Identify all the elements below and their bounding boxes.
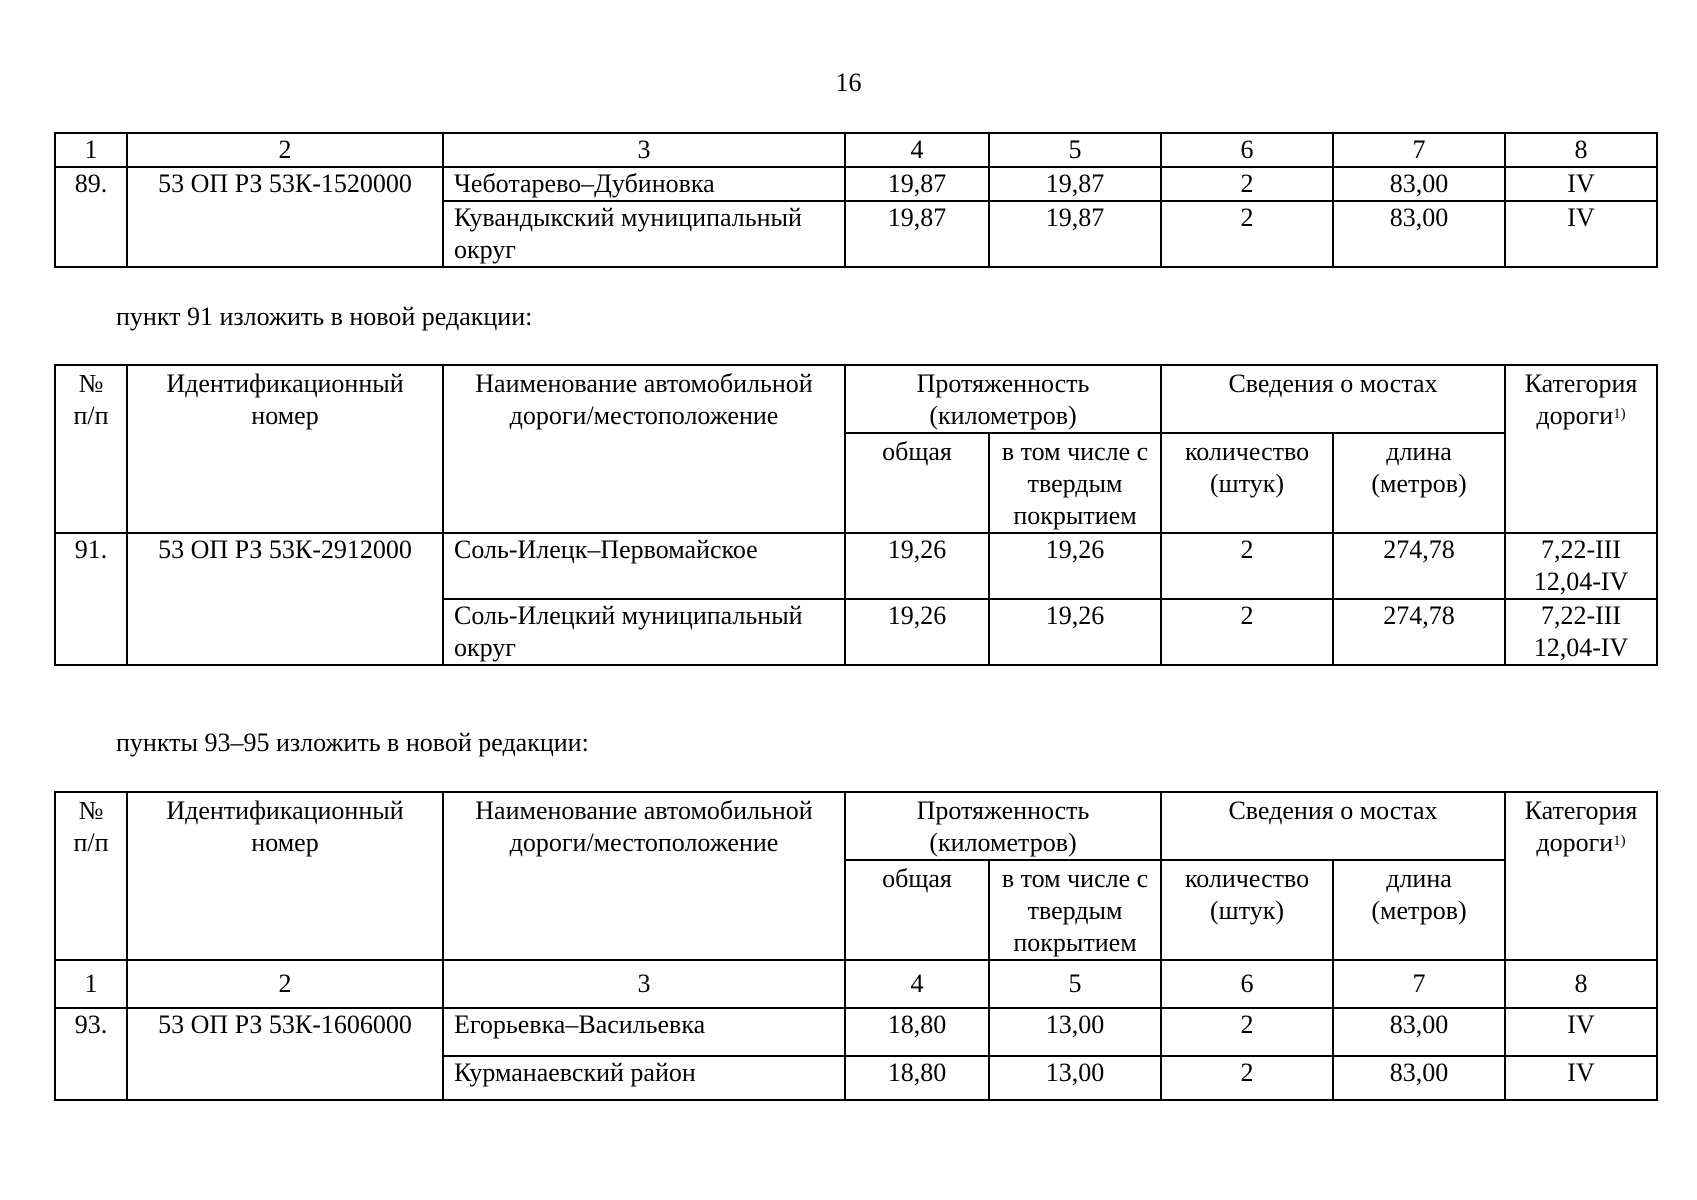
table-items-93-95 bbox=[54, 791, 1658, 1101]
length-hard: 13,00 bbox=[989, 1008, 1161, 1056]
table-item-91 bbox=[54, 364, 1658, 666]
header-bridges: Сведения о мостах bbox=[1161, 365, 1505, 433]
road-id: 53 ОП РЗ 53К-2912000 bbox=[127, 533, 443, 665]
row-number: 89. bbox=[55, 167, 127, 267]
road-category: IV bbox=[1505, 201, 1657, 267]
header-name: Наименование автомобильной дороги/местоположение bbox=[443, 365, 845, 533]
bridges-length: 83,00 bbox=[1333, 201, 1505, 267]
header-num: № п/п bbox=[55, 792, 127, 960]
col-num: 1 bbox=[55, 133, 127, 167]
length-total: 19,26 bbox=[845, 533, 989, 599]
col-num: 3 bbox=[443, 960, 845, 1008]
bridges-count: 2 bbox=[1161, 1008, 1333, 1056]
road-location: Кувандыкский муниципальный округ bbox=[443, 201, 845, 267]
header-category-label: Категория дороги bbox=[1524, 796, 1638, 857]
header-bridges-count: количество (штук) bbox=[1161, 433, 1333, 533]
col-num: 2 bbox=[127, 133, 443, 167]
col-num: 1 bbox=[55, 960, 127, 1008]
length-hard: 19,26 bbox=[989, 599, 1161, 665]
header-row bbox=[55, 792, 1657, 860]
table-row bbox=[55, 167, 1657, 201]
road-name: Егорьевка–Васильевка bbox=[443, 1008, 845, 1056]
col-num: 7 bbox=[1333, 133, 1505, 167]
header-bridges: Сведения о мостах bbox=[1161, 792, 1505, 860]
length-hard: 19,26 bbox=[989, 533, 1161, 599]
length-total: 19,87 bbox=[845, 167, 989, 201]
col-num: 3 bbox=[443, 133, 845, 167]
header-bridges-count: количество (штук) bbox=[1161, 860, 1333, 960]
col-num: 2 bbox=[127, 960, 443, 1008]
instruction-paragraph-93-95: пункты 93–95 изложить в новой редакции: bbox=[116, 728, 589, 757]
road-name: Соль-Илецк–Первомайское bbox=[443, 533, 845, 599]
row-number: 91. bbox=[55, 533, 127, 665]
header-id: Идентификационный номер bbox=[127, 365, 443, 533]
col-num: 7 bbox=[1333, 960, 1505, 1008]
bridges-length: 83,00 bbox=[1333, 1056, 1505, 1100]
col-num: 8 bbox=[1505, 960, 1657, 1008]
footnote-mark: 1) bbox=[1613, 833, 1626, 849]
header-length-hard: в том числе с твердым покрытием bbox=[989, 433, 1161, 533]
col-num: 4 bbox=[845, 133, 989, 167]
header-category-label: Категория дороги bbox=[1524, 369, 1638, 430]
road-id: 53 ОП РЗ 53К-1520000 bbox=[127, 167, 443, 267]
length-total: 19,87 bbox=[845, 201, 989, 267]
table-row bbox=[55, 533, 1657, 599]
length-total: 18,80 bbox=[845, 1056, 989, 1100]
bridges-length: 83,00 bbox=[1333, 1008, 1505, 1056]
table-continuation-89 bbox=[54, 132, 1658, 268]
header-id: Идентификационный номер bbox=[127, 792, 443, 960]
header-bridges-length: длина (метров) bbox=[1333, 860, 1505, 960]
road-category: IV bbox=[1505, 1008, 1657, 1056]
col-num: 6 bbox=[1161, 960, 1333, 1008]
header-bridges-length: длина (метров) bbox=[1333, 433, 1505, 533]
bridges-length: 83,00 bbox=[1333, 167, 1505, 201]
road-id: 53 ОП РЗ 53К-1606000 bbox=[127, 1008, 443, 1100]
bridges-count: 2 bbox=[1161, 201, 1333, 267]
road-category: 7,22-III 12,04-IV bbox=[1505, 533, 1657, 599]
col-num: 5 bbox=[989, 960, 1161, 1008]
col-num: 4 bbox=[845, 960, 989, 1008]
table-row bbox=[55, 1008, 1657, 1056]
bridges-length: 274,78 bbox=[1333, 599, 1505, 665]
header-length: Протяженность (километров) bbox=[845, 365, 1161, 433]
col-num: 8 bbox=[1505, 133, 1657, 167]
header-length-hard: в том числе с твердым покрытием bbox=[989, 860, 1161, 960]
bridges-count: 2 bbox=[1161, 1056, 1333, 1100]
bridges-count: 2 bbox=[1161, 599, 1333, 665]
road-category: IV bbox=[1505, 167, 1657, 201]
bridges-count: 2 bbox=[1161, 167, 1333, 201]
header-length-total: общая bbox=[845, 860, 989, 960]
page-number: 16 bbox=[835, 68, 862, 97]
header-row bbox=[55, 365, 1657, 433]
header-num: № п/п bbox=[55, 365, 127, 533]
header-length: Протяженность (километров) bbox=[845, 792, 1161, 860]
road-location: Курманаевский район bbox=[443, 1056, 845, 1100]
road-category: 7,22-III 12,04-IV bbox=[1505, 599, 1657, 665]
col-num: 5 bbox=[989, 133, 1161, 167]
header-name: Наименование автомобильной дороги/местоположение bbox=[443, 792, 845, 960]
header-category bbox=[1505, 365, 1657, 533]
road-name: Чеботарево–Дубиновка bbox=[443, 167, 845, 201]
bridges-count: 2 bbox=[1161, 533, 1333, 599]
row-number: 93. bbox=[55, 1008, 127, 1100]
bridges-length: 274,78 bbox=[1333, 533, 1505, 599]
header-length-total: общая bbox=[845, 433, 989, 533]
road-location: Соль-Илецкий муниципальный округ bbox=[443, 599, 845, 665]
length-total: 19,26 bbox=[845, 599, 989, 665]
length-hard: 13,00 bbox=[989, 1056, 1161, 1100]
header-category bbox=[1505, 792, 1657, 960]
length-total: 18,80 bbox=[845, 1008, 989, 1056]
road-category: IV bbox=[1505, 1056, 1657, 1100]
footnote-mark: 1) bbox=[1613, 406, 1626, 422]
col-num: 6 bbox=[1161, 133, 1333, 167]
column-numbers-row bbox=[55, 133, 1657, 167]
length-hard: 19,87 bbox=[989, 201, 1161, 267]
length-hard: 19,87 bbox=[989, 167, 1161, 201]
instruction-paragraph-91: пункт 91 изложить в новой редакции: bbox=[116, 302, 533, 331]
column-numbers-row bbox=[55, 960, 1657, 1008]
